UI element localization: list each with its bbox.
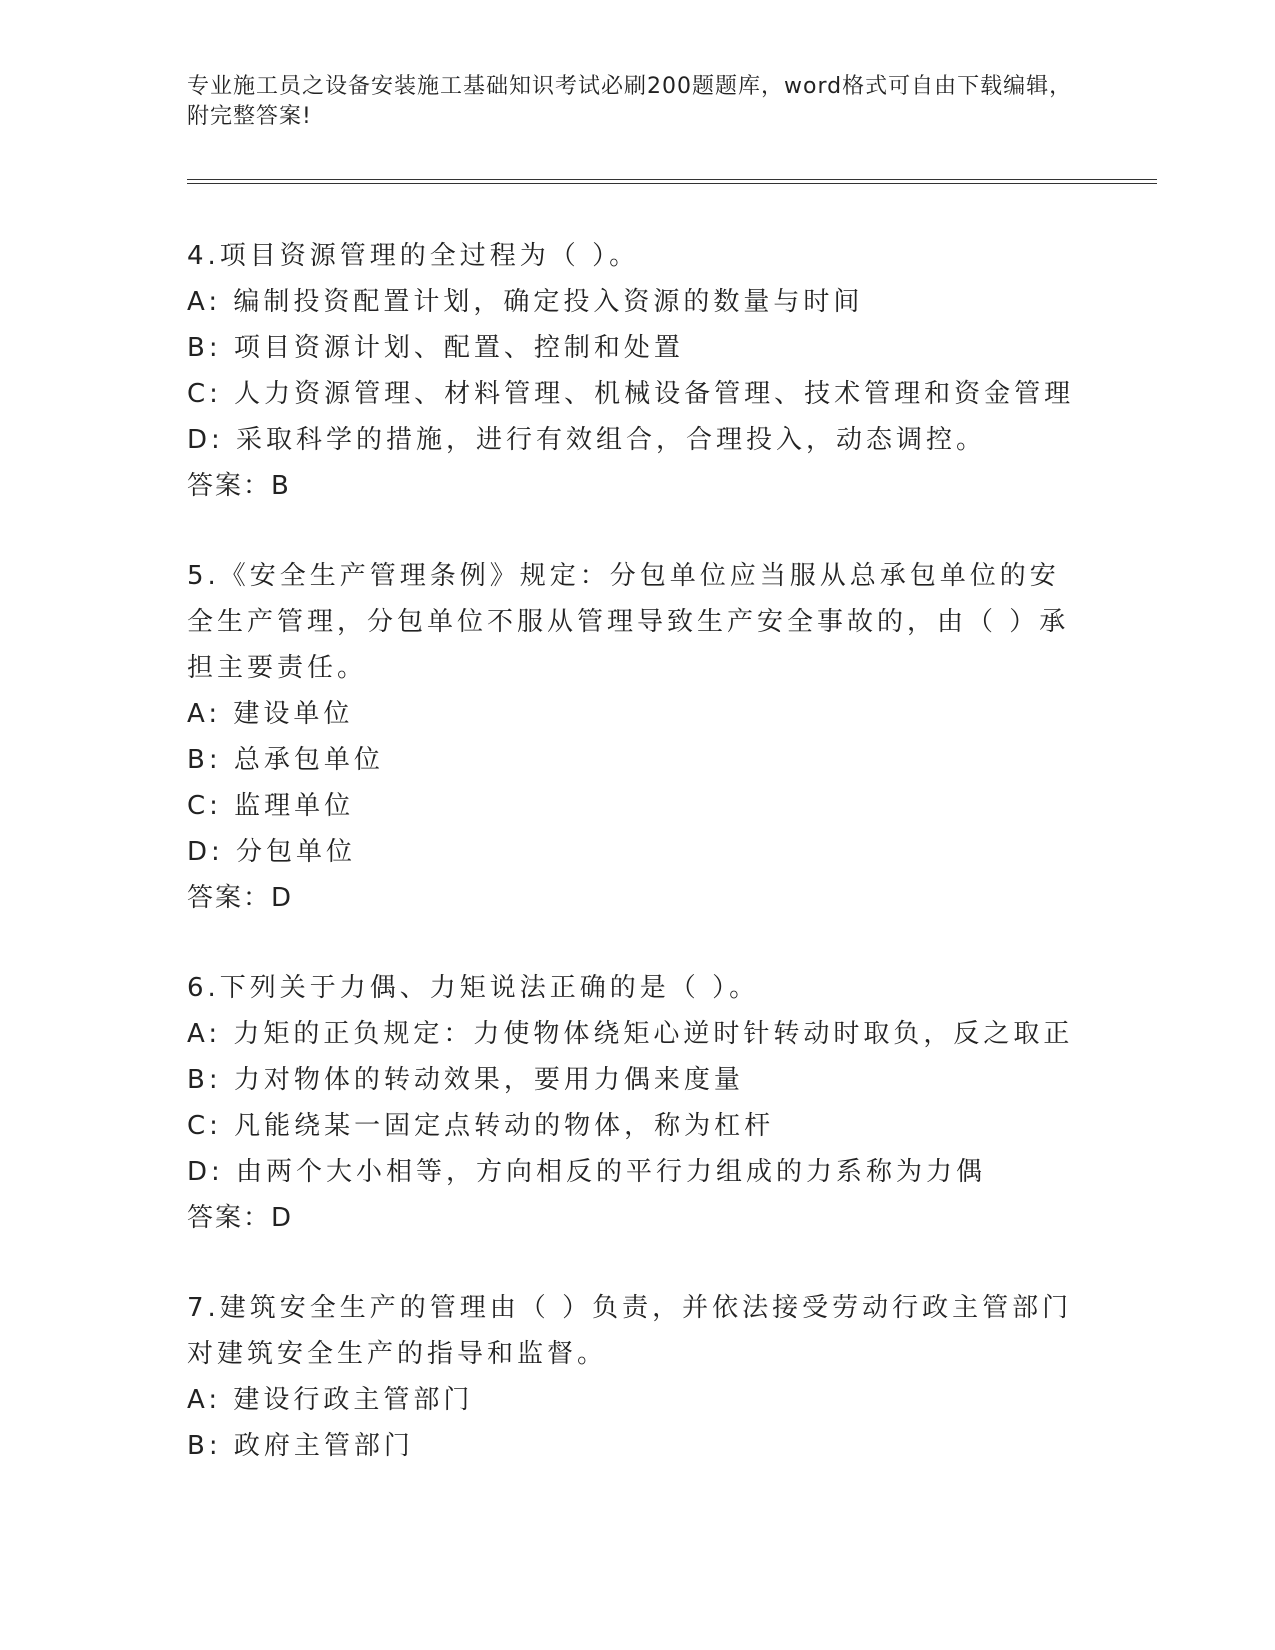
option-a: A: 编制投资配置计划，确定投入资源的数量与时间 bbox=[187, 287, 864, 317]
answer-label: 答案： bbox=[187, 1203, 272, 1233]
question-stem: 6.下列关于力偶、力矩说法正确的是（ ）。 bbox=[187, 973, 760, 1003]
option-c: C: 人力资源管理、材料管理、机械设备管理、技术管理和资金管理 bbox=[187, 379, 1075, 409]
option-d: D: 分包单位 bbox=[187, 837, 357, 867]
option-b: B: 力对物体的转动效果，要用力偶来度量 bbox=[187, 1065, 744, 1095]
answer-label: 答案： bbox=[187, 883, 272, 913]
answer-line bbox=[187, 875, 1087, 921]
answer-value: D bbox=[271, 883, 293, 913]
option-b: B: 项目资源计划、配置、控制和处置 bbox=[187, 333, 684, 363]
question-stem: 4.项目资源管理的全过程为（ ）。 bbox=[187, 241, 640, 271]
option-c: C: 监理单位 bbox=[187, 791, 355, 821]
question-5 bbox=[187, 553, 1087, 921]
header-divider-top bbox=[187, 179, 1157, 180]
option-d: D: 由两个大小相等，方向相反的平行力组成的力系称为力偶 bbox=[187, 1157, 987, 1187]
question-stem: 5.《安全生产管理条例》规定：分包单位应当服从总承包单位的安全生产管理，分包单位不服从管理导致生产安全事故的，由（ ）承担主要责任。 bbox=[187, 561, 1070, 683]
document-header bbox=[187, 72, 1087, 132]
question-7 bbox=[187, 1285, 1087, 1469]
option-a: A: 建设单位 bbox=[187, 699, 354, 729]
question-6 bbox=[187, 965, 1087, 1241]
answer-line bbox=[187, 463, 1087, 509]
document-title: 专业施工员之设备安装施工基础知识考试必刷200题题库，word格式可自由下载编辑，附完整答案! bbox=[187, 74, 1073, 129]
option-a: A: 力矩的正负规定：力使物体绕矩心逆时针转动时取负，反之取正 bbox=[187, 1019, 1074, 1049]
option-b: B: 总承包单位 bbox=[187, 745, 384, 775]
header-divider-bottom bbox=[187, 183, 1157, 184]
option-b: B: 政府主管部门 bbox=[187, 1431, 414, 1461]
answer-value: B bbox=[271, 471, 290, 501]
option-d: D: 采取科学的措施，进行有效组合，合理投入，动态调控。 bbox=[187, 425, 987, 455]
answer-line bbox=[187, 1195, 1087, 1241]
answer-value: D bbox=[271, 1203, 293, 1233]
question-stem: 7.建筑安全生产的管理由（ ）负责，并依法接受劳动行政主管部门对建筑安全生产的指导和监督。 bbox=[187, 1293, 1073, 1369]
question-4 bbox=[187, 233, 1087, 509]
option-a: A: 建设行政主管部门 bbox=[187, 1385, 474, 1415]
option-c: C: 凡能绕某一固定点转动的物体，称为杠杆 bbox=[187, 1111, 775, 1141]
answer-label: 答案： bbox=[187, 471, 272, 501]
